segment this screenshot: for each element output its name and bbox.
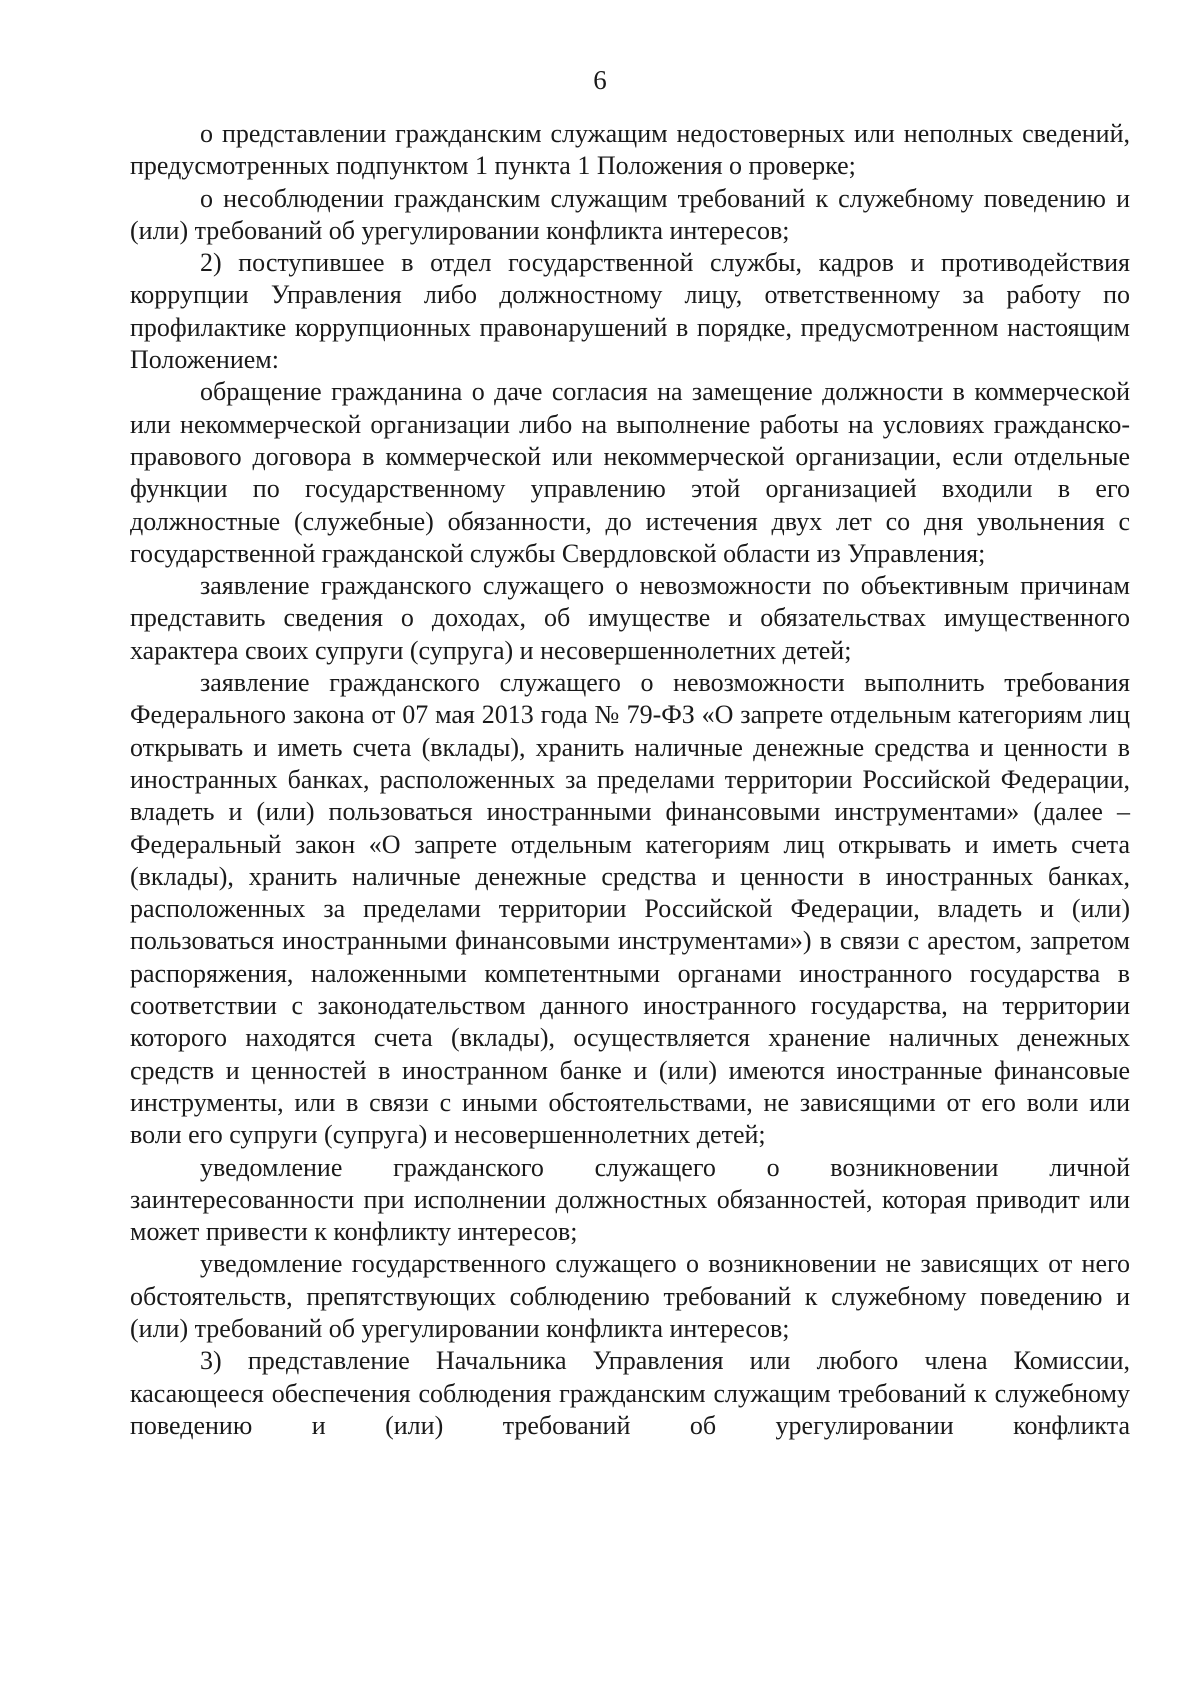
paragraph: заявление гражданского служащего о невозможности по объективным причинам представить сведения о доходах, об имуществе и обязательствах имущественного характера своих супруги (супруга) и несовершеннолетних детей; [130,571,1130,665]
paragraph: уведомление гражданского служащего о возникновении личной заинтересованности при исполнении должностных обязанностей, которая приводит или может привести к конфликту интересов; [130,1152,1130,1247]
paragraph: о представлении гражданским служащим недостоверных или неполных сведений, предусмотренных подпунктом 1 пункта 1 Положения о проверке; [130,119,1130,181]
paragraph: 2) поступившее в отдел государственной службы, кадров и противодействия коррупции Управления либо должностному лицу, ответственному за работу по профилактике коррупционных правонарушений в порядке, предусмотренном настоящим Положением: [130,248,1130,375]
paragraph: уведомление государственного служащего о возникновении не зависящих от него обстоятельств, препятствующих соблюдению требований к служебному поведению и (или) требований об урегулировании конфликта интересов; [130,1249,1130,1343]
paragraph: о несоблюдении гражданским служащим требований к служебному поведению и (или) требований об урегулировании конфликта интересов; [130,183,1130,245]
paragraph: 3) представление Начальника Управления или любого члена Комиссии, касающееся обеспечения соблюдения гражданским служащим требований к служебному поведению и (или) требований об урегулировании конфликта [130,1346,1130,1440]
paragraph: обращение гражданина о даче согласия на замещение должности в коммерческой или некоммерческой организации либо на выполнение работы на условиях гражданско-правового договора в коммерческой или некоммерческой организации, если отдельные функции по государственному управлению этой организацией входили в его должностные (служебные) обязанности, до истечения двух лет со дня увольнения с государственной гражданской службы Свердловской области из Управления; [130,377,1130,568]
page-number: 6 [593,65,607,95]
document-body [130,118,1130,1442]
paragraph: заявление гражданского служащего о невозможности выполнить требования Федерального закона от 07 мая 2013 года № 79-ФЗ «О запрете отдельным категориям лиц открывать и иметь счета (вклады), хранить наличные денежные средства и ценности в иностранных банках, расположенных за пределами территории Российской Федерации, владеть и (или) пользоваться иностранными финансовыми инструментами» (далее – Федеральный закон «О запрете отдельным категориям лиц открывать и иметь счета (вклады), хранить наличные денежные средства и ценности в иностранных банках, расположенных за пределами территории Российской Федерации, владеть и (или) пользоваться иностранными финансовыми инструментами») в связи с арестом, запретом распоряжения, наложенными компетентными органами иностранного государства в соответствии с законодательством данного иностранного государства, на территории которого находятся счета (вклады), осуществляется хранение наличных денежных средств и ценностей в иностранном банке и (или) имеются иностранные финансовые инструменты, или в связи с иными обстоятельствами, не зависящими от его воли или воли его супруги (супруга) и несовершеннолетних детей; [130,668,1130,1150]
